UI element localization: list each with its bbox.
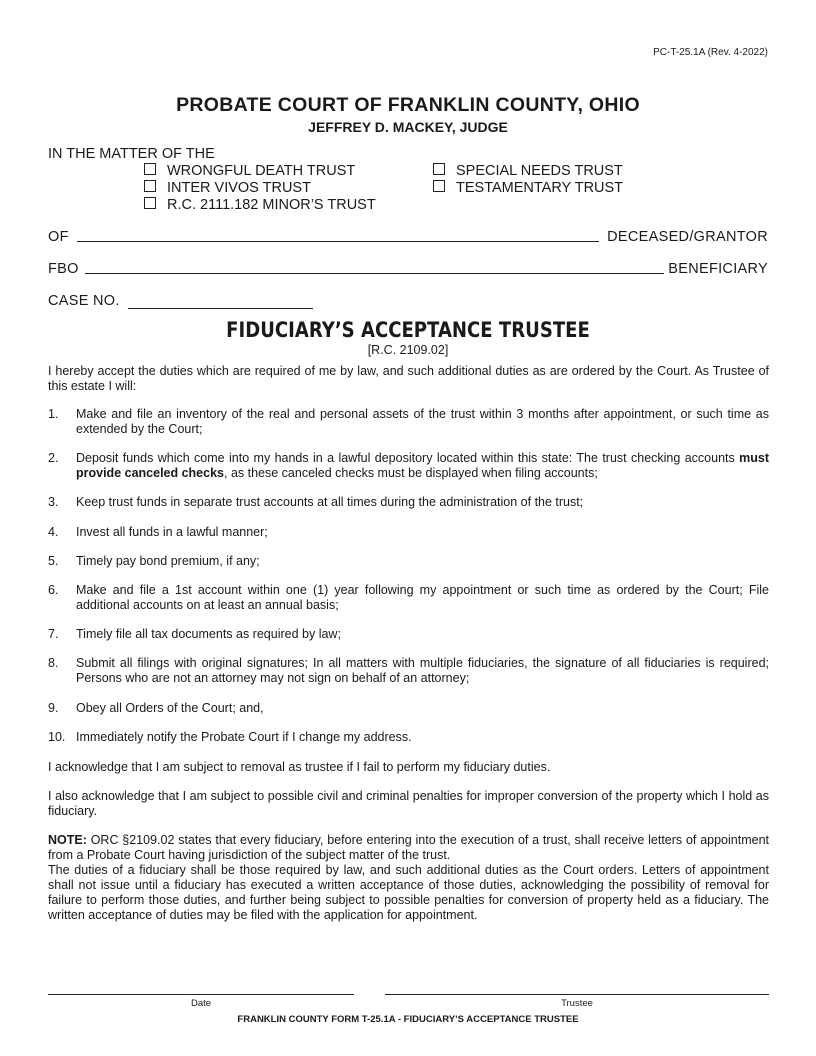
checkbox-inter-vivos-trust[interactable] [144, 180, 311, 196]
duty-number: 7. [48, 627, 59, 641]
duty-number: 4. [48, 525, 59, 539]
duty-text: Make and file a 1st account within one (1) year following my appointment or such time as ordered by the Court; File additional accounts on at least an annual basis; [76, 583, 769, 612]
duty-text: Timely file all tax documents as required by law; [76, 627, 341, 641]
checkbox-box[interactable] [144, 163, 156, 175]
duty-number: 10. [48, 730, 66, 744]
duty-number: 2. [48, 451, 59, 465]
duty-item [48, 701, 769, 716]
case-field-row [48, 293, 313, 309]
duty-text-bold: must provide canceled checks [76, 451, 769, 480]
checkbox-wrongful-death-trust[interactable] [144, 163, 355, 179]
duty-text: Immediately notify the Probate Court if I change my address. [76, 730, 412, 744]
court-title: PROBATE COURT OF FRANKLIN COUNTY, OHIO [176, 94, 640, 116]
beneficiary-name-input[interactable] [85, 272, 665, 274]
duty-text: Keep trust funds in separate trust accounts at all times during the administration of the trust; [76, 495, 584, 509]
form-number: PC-T-25.1A (Rev. 4-2022) [653, 47, 768, 58]
checkbox-box[interactable] [433, 163, 445, 175]
date-label: Date [190, 998, 212, 1009]
duty-item [48, 525, 769, 540]
checkbox-special-needs-trust[interactable] [433, 163, 623, 179]
duty-text: Invest all funds in a lawful manner; [76, 525, 268, 539]
note-duties-paragraph: The duties of a fiduciary shall be those required by law, and such additional duties as the Court orders. Letters of appointment shall not issue until a fiduciary has executed a written acceptance of those duties, acknowledging the possibility of removal for failure to perform those duties, and further being subject to possible penalties for conversion of property held as a fiduciary. The written acceptance of duties may be filed with the application for appointment. [48, 863, 769, 922]
duty-text: Make and file an inventory of the real and personal assets of the trust within 3 months after appointment, or such time as extended by the Court; [76, 407, 769, 436]
duty-item [48, 451, 769, 481]
duty-item [48, 554, 769, 569]
duty-item [48, 656, 769, 686]
checkbox-label: SPECIAL NEEDS TRUST [456, 163, 623, 179]
duty-text: Timely pay bond premium, if any; [76, 554, 260, 568]
duty-number: 5. [48, 554, 59, 568]
duty-number: 6. [48, 583, 59, 597]
note-text: ORC §2109.02 states that every fiduciary, before entering into the execution of a trust, shall receive letters of appointment from a Probate Court having jurisdiction of the subject matter of the trust. [48, 833, 769, 862]
duty-number: 8. [48, 656, 59, 670]
case-number-input[interactable] [128, 307, 313, 309]
case-number-label: CASE NO. [48, 293, 120, 309]
statute-reference: [R.C. 2109.02] [367, 343, 449, 357]
duty-item [48, 495, 769, 510]
matter-label: IN THE MATTER OF THE [48, 146, 215, 162]
duty-text-part: Deposit funds which come into my hands in a lawful depository located within this state: The trust checking accounts [76, 451, 740, 465]
duty-item [48, 730, 769, 745]
duty-item [48, 407, 769, 437]
form-title: FIDUCIARY’S ACCEPTANCE TRUSTEE [226, 318, 590, 342]
acknowledgment-penalties: I also acknowledge that I am subject to possible civil and criminal penalties for improper conversion of the property which I hold as fiduciary. [48, 789, 769, 818]
duty-number: 1. [48, 407, 59, 421]
deceased-name-input[interactable] [77, 240, 599, 242]
checkbox-minors-trust[interactable] [144, 197, 376, 213]
checkbox-box[interactable] [433, 180, 445, 192]
duty-number: 9. [48, 701, 59, 715]
duty-item [48, 583, 769, 613]
footer: FRANKLIN COUNTY FORM T-25.1A - FIDUCIARY’S ACCEPTANCE TRUSTEE [237, 1014, 579, 1025]
duty-item [48, 627, 769, 642]
trustee-label: Trustee [561, 998, 593, 1009]
duty-text: Obey all Orders of the Court; and, [76, 701, 264, 715]
date-signature-line[interactable] [48, 994, 354, 995]
acknowledgment-removal: I acknowledge that I am subject to removal as trustee if I fail to perform my fiduciary duties. [48, 760, 551, 774]
deceased-grantor-label: DECEASED/GRANTOR [607, 229, 768, 245]
of-field-row [48, 229, 768, 245]
fbo-label: FBO [48, 261, 79, 277]
checkbox-box[interactable] [144, 180, 156, 192]
duty-text: Submit all filings with original signatures; In all matters with multiple fiduciaries, the signature of all fiduciaries is required; Persons who are not an attorney may not sign on behalf of an attorney; [76, 656, 769, 685]
checkbox-label: INTER VIVOS TRUST [167, 180, 311, 196]
of-label: OF [48, 229, 69, 245]
checkbox-label: TESTAMENTARY TRUST [456, 180, 624, 196]
checkbox-label: R.C. 2111.182 MINOR’S TRUST [167, 197, 376, 213]
judge-name: JEFFREY D. MACKEY, JUDGE [308, 119, 508, 135]
intro-paragraph: I hereby accept the duties which are required of me by law, and such additional duties as are ordered by the Court. As Trustee of this estate I will: [48, 364, 769, 393]
beneficiary-label: BENEFICIARY [668, 261, 768, 277]
note-label: NOTE: [48, 833, 87, 847]
checkbox-box[interactable] [144, 197, 156, 209]
duty-text [76, 451, 769, 481]
note-paragraph [48, 833, 769, 863]
duty-number: 3. [48, 495, 59, 509]
trustee-signature-line[interactable] [385, 994, 769, 995]
checkbox-label: WRONGFUL DEATH TRUST [167, 163, 356, 179]
duty-text-part: , as these canceled checks must be displayed when filing accounts; [224, 466, 598, 480]
fbo-field-row [48, 261, 768, 277]
checkbox-testamentary-trust[interactable] [433, 180, 623, 196]
